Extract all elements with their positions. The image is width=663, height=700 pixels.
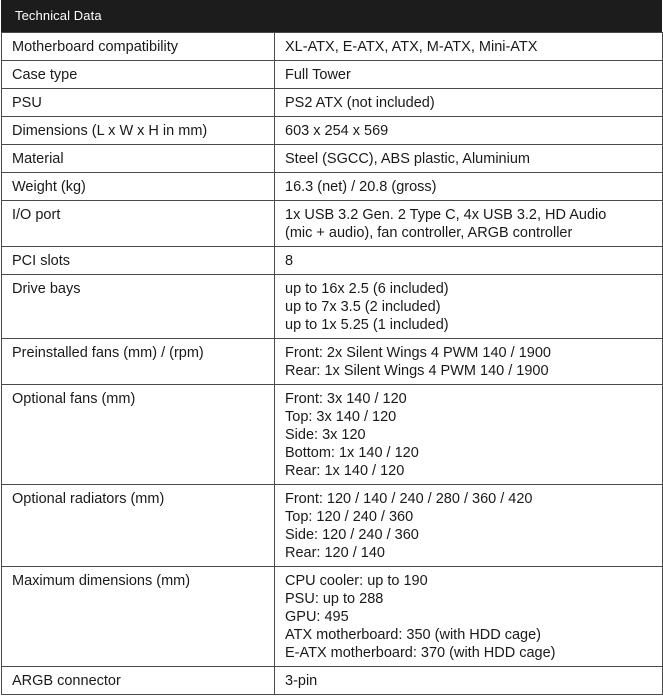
- spec-value-line: Front: 2x Silent Wings 4 PWM 140 / 1900: [285, 345, 551, 361]
- table-row: [2, 339, 663, 385]
- spec-value-line: up to 1x 5.25 (1 included): [285, 317, 449, 333]
- table-row: [2, 201, 663, 247]
- spec-value: [275, 89, 663, 117]
- spec-value: [275, 33, 663, 61]
- spec-value-line: Top: 120 / 240 / 360: [285, 509, 414, 525]
- technical-data-sheet: [1, 0, 662, 695]
- spec-label: Optional radiators (mm): [2, 485, 275, 567]
- spec-value-line: Bottom: 1x 140 / 120: [285, 445, 419, 461]
- spec-value-line: Steel (SGCC), ABS plastic, Aluminium: [285, 151, 530, 167]
- table-row: [2, 61, 663, 89]
- spec-label: Optional fans (mm): [2, 385, 275, 485]
- spec-value: [275, 339, 663, 385]
- spec-value-line: Full Tower: [285, 67, 351, 83]
- spec-value-line: XL-ATX, E-ATX, ATX, M-ATX, Mini-ATX: [285, 39, 538, 55]
- spec-label: Preinstalled fans (mm) / (rpm): [2, 339, 275, 385]
- spec-label: Drive bays: [2, 275, 275, 339]
- spec-value-line: 3-pin: [285, 673, 318, 689]
- table-row: [2, 385, 663, 485]
- table-row: [2, 485, 663, 567]
- spec-value-line: Front: 3x 140 / 120: [285, 391, 407, 407]
- spec-value-line: Side: 120 / 240 / 360: [285, 527, 419, 543]
- table-row: [2, 145, 663, 173]
- spec-value: [275, 61, 663, 89]
- spec-label: Weight (kg): [2, 173, 275, 201]
- spec-value-line: CPU cooler: up to 190: [285, 573, 428, 589]
- spec-label: Motherboard compatibility: [2, 33, 275, 61]
- spec-value-line: Rear: 1x 140 / 120: [285, 463, 405, 479]
- spec-value: [275, 173, 663, 201]
- table-row: [2, 275, 663, 339]
- table-title: Technical Data: [1, 0, 662, 32]
- spec-value-line: up to 7x 3.5 (2 included): [285, 299, 441, 315]
- spec-value-line: up to 16x 2.5 (6 included): [285, 281, 449, 297]
- spec-value-line: Top: 3x 140 / 120: [285, 409, 397, 425]
- table-row: [2, 117, 663, 145]
- spec-value-line: 603 x 254 x 569: [285, 123, 389, 139]
- spec-value-line: Side: 3x 120: [285, 427, 366, 443]
- spec-value-line: 8: [285, 253, 294, 269]
- spec-value: [275, 485, 663, 567]
- spec-label: Maximum dimensions (mm): [2, 567, 275, 667]
- spec-table-body: [2, 33, 663, 695]
- spec-value-line: ATX motherboard: 350 (with HDD cage): [285, 627, 542, 643]
- spec-label: Dimensions (L x W x H in mm): [2, 117, 275, 145]
- table-row: [2, 567, 663, 667]
- spec-value-line: GPU: 495: [285, 609, 349, 625]
- spec-value: [275, 275, 663, 339]
- spec-value-line: (mic + audio), fan controller, ARGB controller: [285, 225, 573, 241]
- table-row: [2, 89, 663, 117]
- spec-value-line: PS2 ATX (not included): [285, 95, 435, 111]
- spec-table: [1, 32, 663, 695]
- table-row: [2, 33, 663, 61]
- table-row: [2, 173, 663, 201]
- spec-value: [275, 247, 663, 275]
- spec-label: PCI slots: [2, 247, 275, 275]
- spec-label: Case type: [2, 61, 275, 89]
- spec-value-line: E-ATX motherboard: 370 (with HDD cage): [285, 645, 556, 661]
- table-row: [2, 247, 663, 275]
- spec-label: ARGB connector: [2, 667, 275, 695]
- spec-value-line: 16.3 (net) / 20.8 (gross): [285, 179, 437, 195]
- spec-value: [275, 567, 663, 667]
- spec-value-line: Rear: 1x Silent Wings 4 PWM 140 / 1900: [285, 363, 549, 379]
- spec-value: [275, 667, 663, 695]
- spec-value-line: 1x USB 3.2 Gen. 2 Type C, 4x USB 3.2, HD Audio: [285, 207, 607, 223]
- spec-value: [275, 145, 663, 173]
- spec-value-line: PSU: up to 288: [285, 591, 384, 607]
- spec-label: PSU: [2, 89, 275, 117]
- spec-value: [275, 201, 663, 247]
- spec-value-line: Front: 120 / 140 / 240 / 280 / 360 / 420: [285, 491, 533, 507]
- spec-value-line: Rear: 120 / 140: [285, 545, 385, 561]
- spec-value: [275, 385, 663, 485]
- spec-value: [275, 117, 663, 145]
- table-row: [2, 667, 663, 695]
- spec-label: Material: [2, 145, 275, 173]
- spec-label: I/O port: [2, 201, 275, 247]
